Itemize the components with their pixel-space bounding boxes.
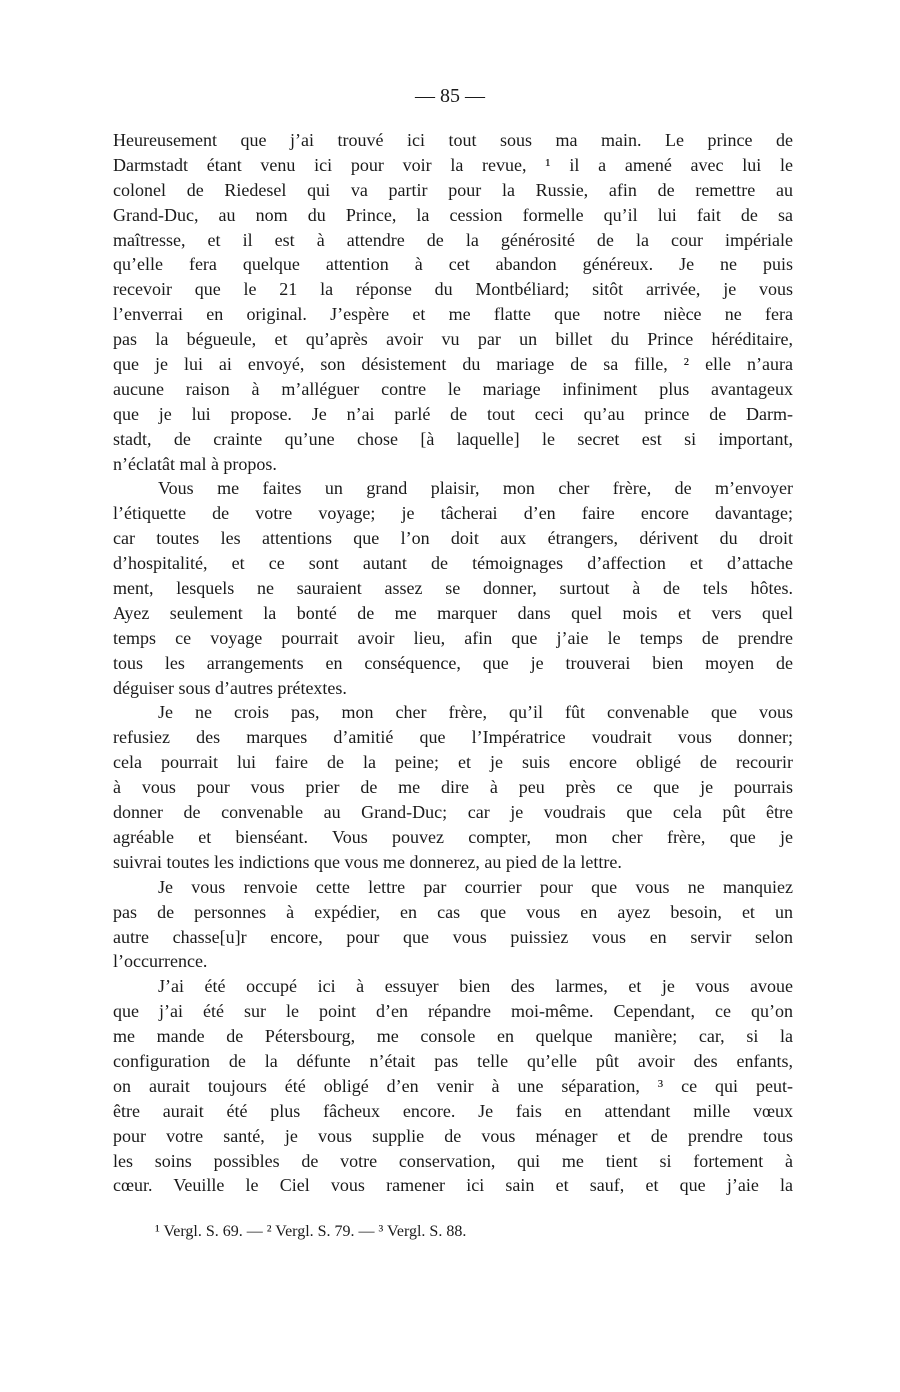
text-line: refusiez des marques d’amitié que l’Impératrice voudrait vous donner; <box>113 727 793 748</box>
text-line: aucune raison à m’alléguer contre le mariage infiniment plus avantageux <box>113 378 793 399</box>
text-line: maîtresse, et il est à attendre de la générosité de la cour impériale <box>113 229 793 250</box>
text-line: être aurait été plus fâcheux encore. Je fais en attendant mille vœux <box>113 1100 793 1121</box>
text-line: recevoir que le 21 la réponse du Montbéliard; sitôt arrivée, je vous <box>113 279 793 300</box>
text-line: temps ce voyage pourrait avoir lieu, afin que j’aie le temps de prendre <box>113 627 793 648</box>
text-line: l’enverrai en original. J’espère et me flatte que notre nièce ne fera <box>113 304 793 325</box>
text-line: Heureusement que j’ai trouvé ici tout sous ma main. Le prince de <box>113 130 793 150</box>
text-line: me mande de Pétersbourg, me console en quelque manière; car, si la <box>113 1026 793 1047</box>
text-line: car toutes les attentions que l’on doit aux étrangers, dérivent du droit <box>113 528 793 549</box>
text-line: Vous me faites un grand plaisir, mon cher frère, de m’envoyer <box>158 478 793 499</box>
footnotes: ¹ Vergl. S. 69. — ² Vergl. S. 79. — ³ Vergl. S. 88. <box>155 1223 467 1240</box>
text-line: que je lui propose. Je n’ai parlé de tout ceci qu’au prince de Darm- <box>113 403 793 424</box>
text-line: ment, lesquels ne sauraient assez se donner, surtout à de tels hôtes. <box>113 578 793 599</box>
text-line: que j’ai été sur le point d’en répandre moi-même. Cependant, ce qu’on <box>113 1001 793 1022</box>
text-line: qu’elle fera quelque attention à cet abandon généreux. Je ne puis <box>113 254 793 275</box>
text-line: Darmstadt étant venu ici pour voir la revue, ¹ il a amené avec lui le <box>113 154 793 175</box>
text-line: suivrai toutes les indictions que vous me donnerez, au pied de la lettre. <box>113 851 622 872</box>
text-line: colonel de Riedesel qui va partir pour la Russie, afin de remettre au <box>113 179 793 200</box>
text-line: que je lui ai envoyé, son désistement du mariage de sa fille, ² elle n’aura <box>113 354 793 375</box>
text-line: à vous pour vous prier de me dire à peu près ce que je pourrais <box>113 777 793 798</box>
page-number: — 85 — <box>415 85 485 107</box>
text-line: déguiser sous d’autres prétextes. <box>113 677 347 698</box>
letter-body <box>113 128 793 1198</box>
text-line: cœur. Veuille le Ciel vous ramener ici sain et sauf, et que j’aie la <box>113 1175 793 1196</box>
text-line: donner de convenable au Grand-Duc; car je voudrais que cela pût être <box>113 802 793 823</box>
text-line: pas la bégueule, et qu’après avoir vu par un billet du Prince héréditaire, <box>113 329 793 350</box>
text-line: Grand-Duc, au nom du Prince, la cession formelle qu’il lui fait de sa <box>113 204 793 225</box>
text-line: Je vous renvoie cette lettre par courrier pour que vous ne manquiez <box>158 876 793 897</box>
text-line: Ayez seulement la bonté de me marquer dans quel mois et vers quel <box>113 602 793 623</box>
text-line: pour votre santé, je vous supplie de vous ménager et de prendre tous <box>113 1125 793 1146</box>
text-line: agréable et bienséant. Vous pouvez compter, mon cher frère, que je <box>113 826 793 847</box>
text-line: Je ne crois pas, mon cher frère, qu’il fût convenable que vous <box>158 702 793 723</box>
text-line: pas de personnes à expédier, en cas que vous en ayez besoin, et un <box>113 901 793 922</box>
text-line: on aurait toujours été obligé d’en venir à une séparation, ³ ce qui peut- <box>113 1075 793 1096</box>
text-line: stadt, de crainte qu’une chose [à laquelle] le secret est si important, <box>113 428 793 449</box>
text-line: l’occurrence. <box>113 951 208 972</box>
text-line: d’hospitalité, et ce sont autant de témoignages d’affection et d’attache <box>113 553 793 574</box>
text-line: les soins possibles de votre conservation, qui me tient si fortement à <box>113 1150 793 1171</box>
text-line: tous les arrangements en conséquence, que je trouverai bien moyen de <box>113 652 793 673</box>
text-line: autre chasse[u]r encore, pour que vous puissiez vous en servir selon <box>113 926 793 947</box>
text-line: n’éclatât mal à propos. <box>113 453 277 474</box>
text-line: configuration de la défunte n’était pas telle qu’elle pût avoir des enfants, <box>113 1050 793 1071</box>
text-line: l’étiquette de votre voyage; je tâcherai d’en faire encore davantage; <box>113 503 793 524</box>
text-line: J’ai été occupé ici à essuyer bien des larmes, et je vous avoue <box>158 976 793 997</box>
text-line: cela pourrait lui faire de la peine; et je suis encore obligé de recourir <box>113 752 793 773</box>
